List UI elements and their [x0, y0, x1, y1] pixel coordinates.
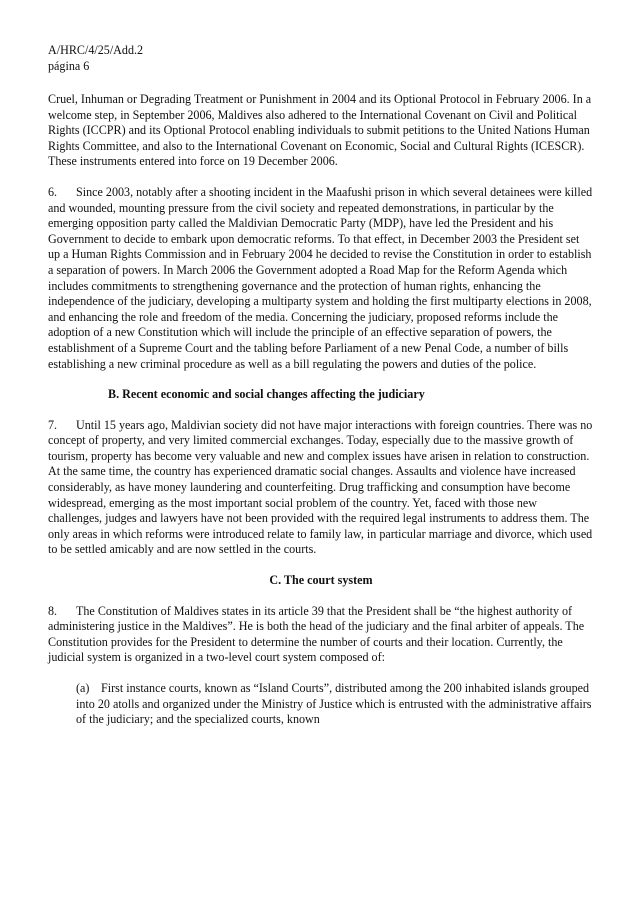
document-symbol: A/HRC/4/25/Add.2 [48, 43, 144, 57]
subparagraph-text: First instance courts, known as “Island Courts”, distributed among the 200 inhabited islands grouped into 20 atolls and organized under the Ministry of Justice which is entrusted with the administrative affairs of the judiciary; and the specialized courts, known [76, 681, 592, 727]
subparagraph-a [48, 681, 594, 728]
paragraph-7 [48, 418, 594, 558]
paragraph-8 [48, 604, 594, 666]
page-number: página 6 [48, 59, 90, 73]
paragraph-6 [48, 185, 594, 372]
section-heading-b: B. Recent economic and social changes affecting the judiciary [108, 387, 425, 402]
paragraph-text: The Constitution of Maldives states in its article 39 that the President shall be “the highest authority of administering justice in the Maldives”. He is both the head of the judiciary and the final arbiter of appeals. The Constitution provides for the President to determine the number of courts and their location. Currently, the judicial system is organized in a two-level court system composed of: [48, 603, 585, 665]
paragraph-number: 7. [48, 417, 58, 432]
section-heading-c: C. The court system [269, 573, 373, 588]
subparagraph-label: (a) [76, 681, 90, 695]
paragraph-text: Until 15 years ago, Maldivian society did not have major interactions with foreign countries. There was no concept of property, and very limited commercial exchanges. Today, especially due to the massive growth of tourism, property has become very valuable and new and complex issues have arisen in relation to construction. At the same time, the country has experienced dramatic social changes. Assaults and violence have increased considerably, as have money laundering and counterfeiting. Drug trafficking and consumption have become widespread, emerging as the most important social problem of the country. Yet, faced with those new challenges, judges and lawyers have not been provided with the required legal instruments to address them. The only areas in which reforms were introduced relate to family law, in particular marriage and divorce, which used to be settled amicably and are now settled in the courts. [48, 417, 593, 557]
document-body [48, 92, 594, 728]
paragraph-number: 8. [48, 603, 58, 618]
page-header [48, 43, 588, 75]
paragraph-intro: Cruel, Inhuman or Degrading Treatment or Punishment in 2004 and its Optional Protocol in February 2006. In a welcome step, in September 2006, Maldives also adhered to the International Covenant on Civil and Political Rights (ICCPR) and its Optional Protocol enabling individuals to submit petitions to the United Nations Human Rights Committee, and also to the International Covenant on Economic, Social and Cultural Rights (ICESCR). These instruments entered into force on 19 December 2006. [48, 92, 592, 169]
paragraph-number: 6. [48, 184, 58, 199]
paragraph-text: Since 2003, notably after a shooting incident in the Maafushi prison in which several detainees were killed and wounded, mounting pressure from the civil society and repeated demonstrations, in particular by the emerging opposition party called the Maldivian Democratic Party (MDP), have led the President and his Government to decide to embark upon democratic reforms. To that effect, in December 2003 the President set up a Human Rights Commission and in February 2004 he decided to revise the Constitution in order to establish a separation of powers. In March 2006 the Government adopted a Road Map for the Reform Agenda which includes commitments to strengthening governance and the protection of human rights, enhancing the independence of the judiciary, developing a multiparty system and holding the first multiparty elections in 2008, and enhancing the role and freedom of the media. Concerning the judiciary, proposed reforms include the adoption of a new Constitution which will include the principle of an effective separation of powers, the establishment of a Supreme Court and the tabling before Parliament of a new Penal Code, a number of bills establishing a new criminal procedure as well as a bill regulating the powers and duties of the police. [48, 184, 593, 371]
